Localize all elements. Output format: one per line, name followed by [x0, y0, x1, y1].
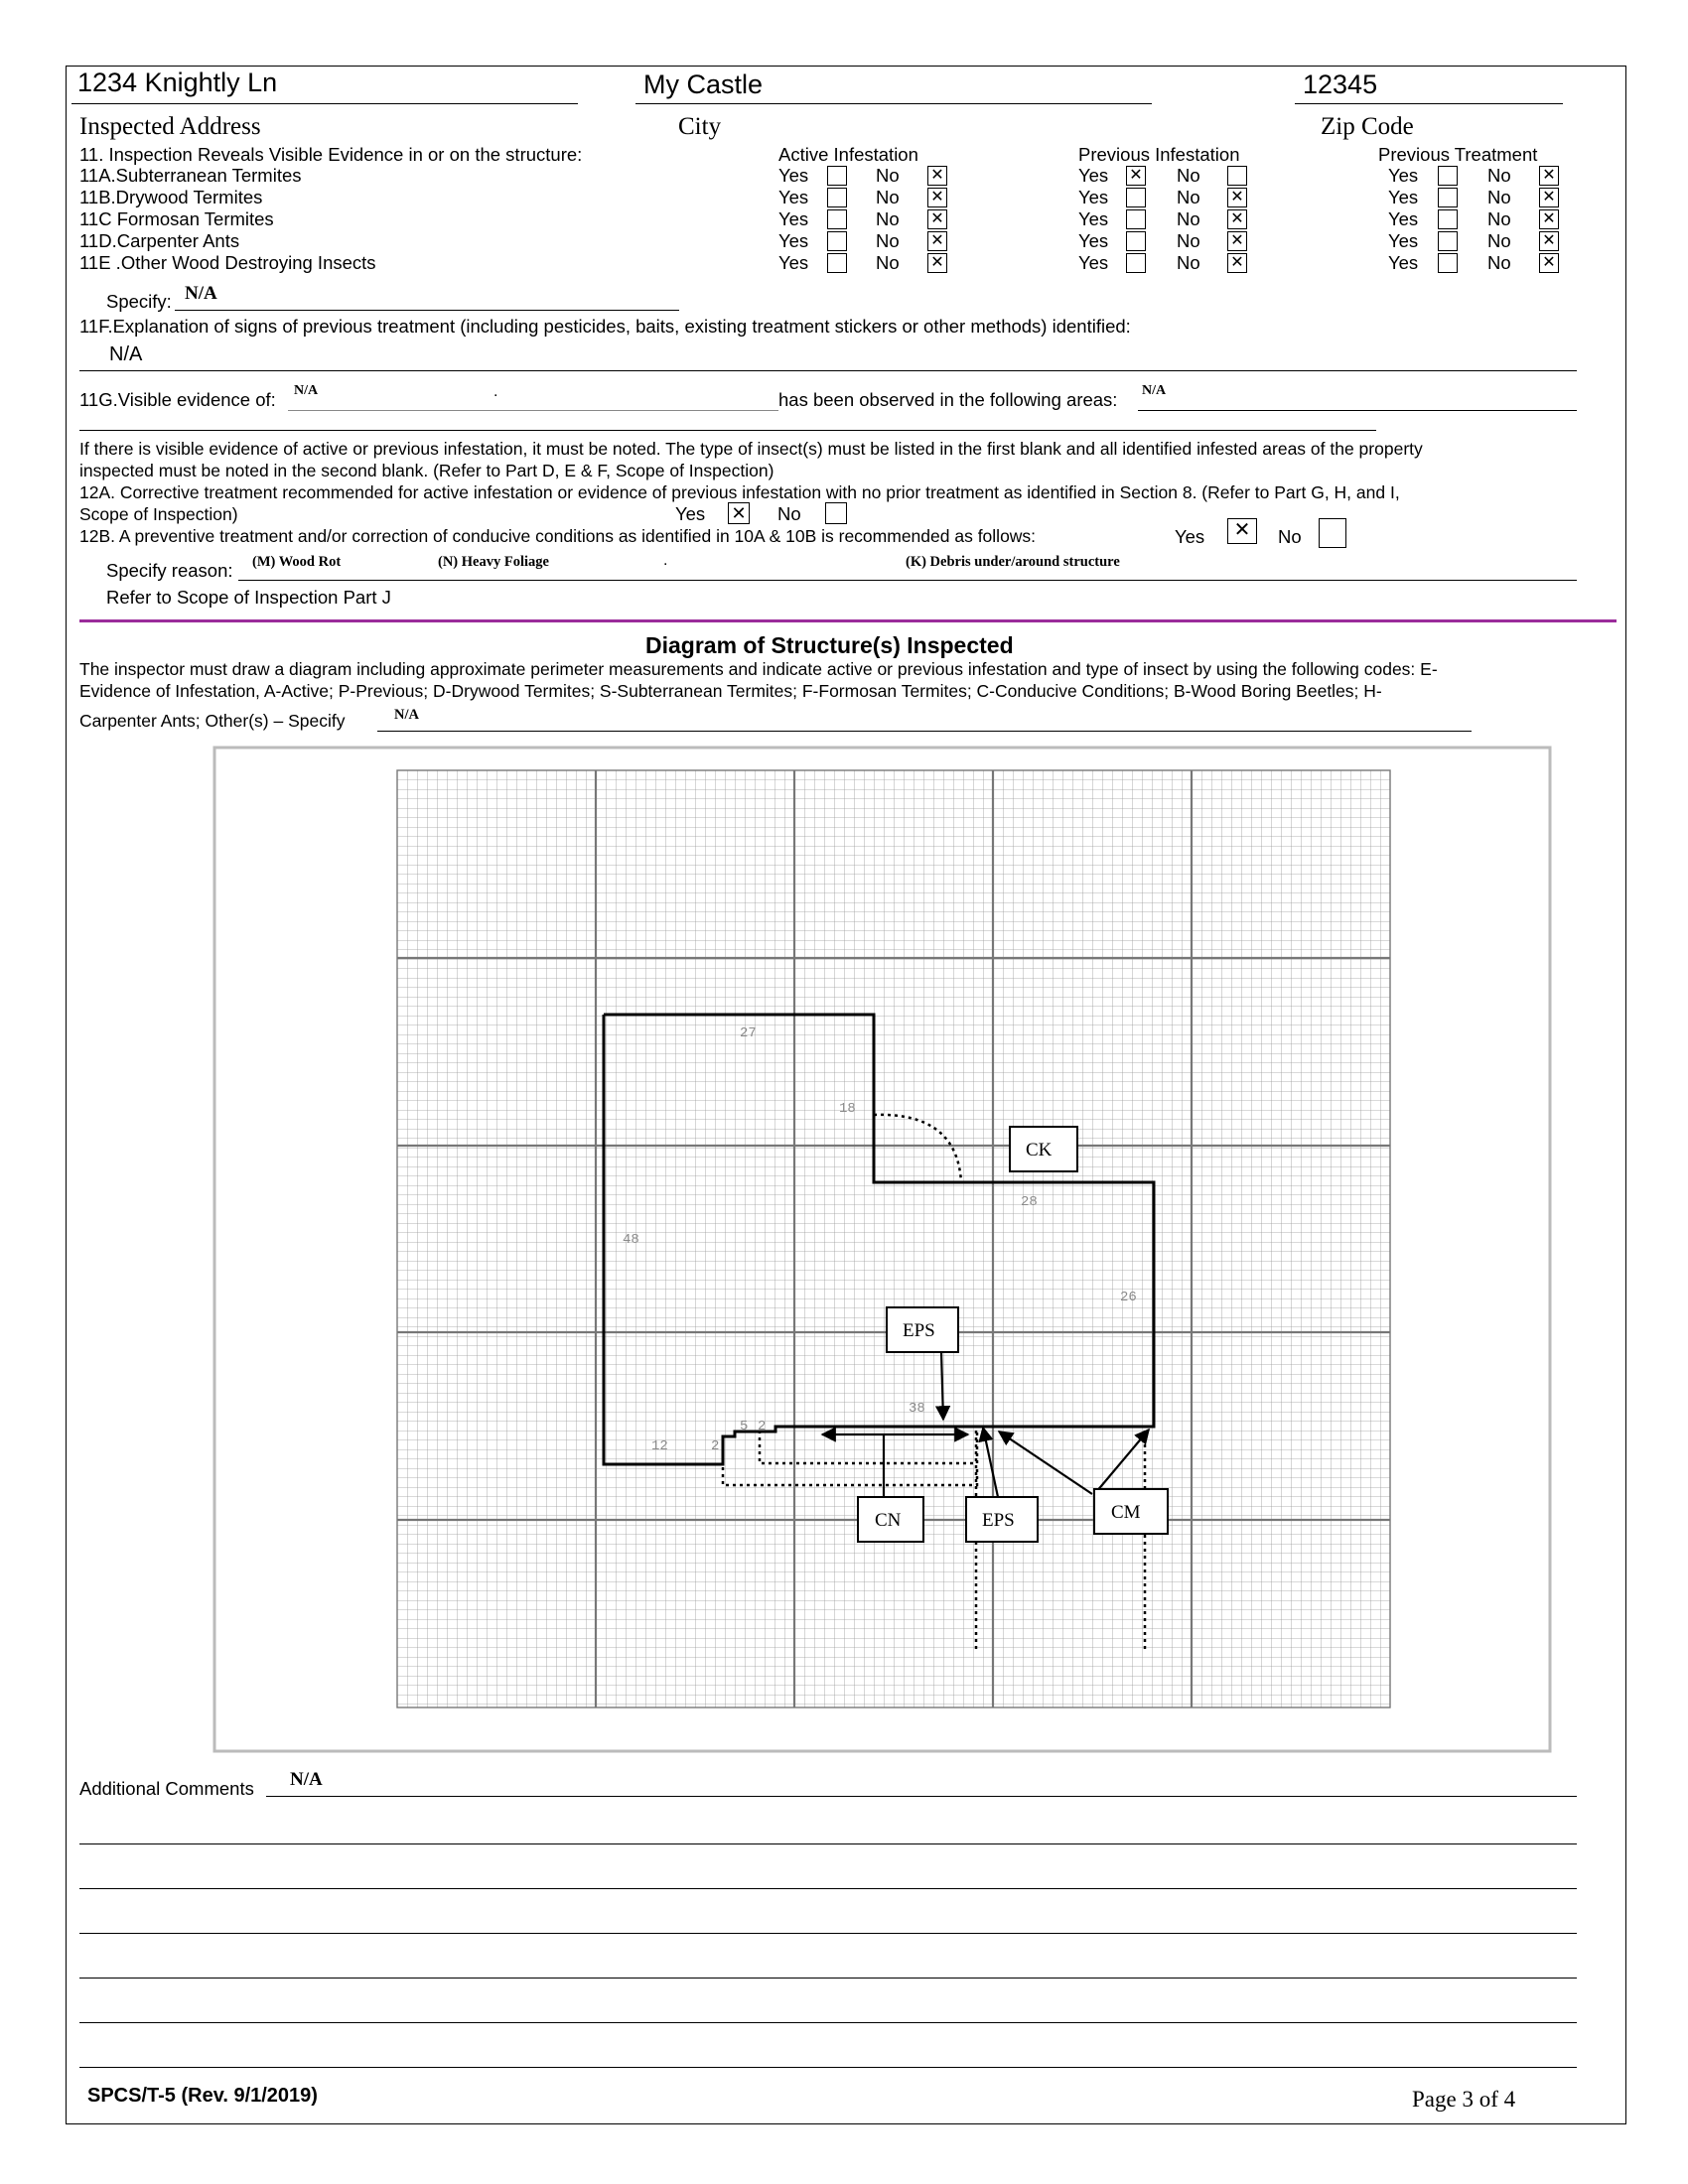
11f-value: N/A — [109, 343, 143, 365]
11g-label: 11G.Visible evidence of: — [79, 389, 276, 410]
section-11-row-label: 11E .Other Wood Destroying Insects — [79, 252, 376, 273]
previous-no-label: No — [1177, 187, 1200, 207]
treatment-no-label: No — [1487, 230, 1511, 251]
reason-1: (M) Wood Rot — [252, 554, 342, 570]
col-previous-header: Previous Infestation — [1078, 144, 1240, 165]
measure-5: 5 — [740, 1419, 749, 1434]
label-cm: CM — [1111, 1502, 1141, 1523]
specify-label: Specify: — [106, 291, 172, 312]
section-11-row-label: 11D.Carpenter Ants — [79, 230, 240, 251]
section-12-note-line2: inspected must be noted in the second blank. (Refer to Part D, E & F, Scope of Inspection) — [79, 461, 774, 480]
treatment-yes-label: Yes — [1388, 165, 1419, 186]
comments-line-5 — [79, 1978, 1577, 1979]
form-id: SPCS/T-5 (Rev. 9/1/2019) — [87, 2085, 318, 2107]
treatment-no-checkbox[interactable]: ✕ — [1539, 188, 1559, 207]
previous-no-label: No — [1177, 208, 1200, 229]
measure-27: 27 — [740, 1025, 757, 1041]
11f-label: 11F.Explanation of signs of previous treatment (including pesticides, baits, existing treatment stickers or other methods) identified: — [79, 316, 1131, 337]
active-yes-label: Yes — [778, 252, 809, 273]
11g-areas-label: has been observed in the following areas: — [778, 389, 1118, 410]
active-no-checkbox[interactable]: ✕ — [927, 209, 947, 229]
active-no-checkbox[interactable]: ✕ — [927, 188, 947, 207]
12a-yes-label: Yes — [675, 503, 706, 524]
label-eps-top: EPS — [903, 1320, 935, 1341]
previous-yes-checkbox[interactable]: ✕ — [1126, 166, 1146, 186]
refer-scope: Refer to Scope of Inspection Part J — [106, 587, 391, 608]
12b-yes-label: Yes — [1175, 526, 1205, 547]
label-ck: CK — [1026, 1140, 1053, 1160]
address-value: 1234 Knightly Ln — [77, 68, 278, 97]
reason-2: (N) Heavy Foliage — [438, 554, 549, 570]
comments-value: N/A — [290, 1769, 323, 1790]
address-label: Inspected Address — [79, 113, 261, 140]
comments-line-4 — [79, 1933, 1577, 1934]
comments-line-7 — [79, 2067, 1577, 2068]
treatment-no-checkbox[interactable]: ✕ — [1539, 231, 1559, 251]
section-11-row-label: 11A.Subterranean Termites — [79, 165, 302, 186]
active-no-label: No — [876, 187, 900, 207]
comments-line-2 — [79, 1843, 1577, 1844]
section-11-row-label: 11C Formosan Termites — [79, 208, 274, 229]
12a-no-label: No — [777, 503, 801, 524]
treatment-yes-label: Yes — [1388, 230, 1419, 251]
comments-label: Additional Comments — [79, 1778, 254, 1799]
label-eps-bottom: EPS — [982, 1510, 1015, 1531]
diagram-title: Diagram of Structure(s) Inspected — [645, 632, 1014, 658]
12b-yes-checkbox[interactable]: ✕ — [1227, 518, 1257, 544]
measure-18: 18 — [839, 1101, 856, 1117]
measure-38: 38 — [909, 1401, 925, 1417]
measure-2b: 2 — [758, 1419, 767, 1434]
previous-yes-label: Yes — [1078, 187, 1109, 207]
treatment-no-checkbox[interactable]: ✕ — [1539, 253, 1559, 273]
diagram-instructions-line3: Carpenter Ants; Other(s) – Specify — [79, 711, 346, 731]
11g-areas-value: N/A — [1142, 383, 1167, 398]
diagram-instructions-line1: The inspector must draw a diagram including approximate perimeter measurements and indicate active or previous infestation and type of insect by using the following codes: E- — [79, 659, 1438, 679]
active-yes-label: Yes — [778, 187, 809, 207]
active-no-checkbox[interactable]: ✕ — [927, 166, 947, 186]
previous-no-checkbox[interactable]: ✕ — [1227, 188, 1247, 207]
reason-3: (K) Debris under/around structure — [906, 554, 1120, 570]
zip-value: 12345 — [1303, 69, 1378, 99]
treatment-no-label: No — [1487, 187, 1511, 207]
treatment-yes-label: Yes — [1388, 252, 1419, 273]
comments-line-1 — [266, 1796, 1577, 1797]
active-no-checkbox[interactable]: ✕ — [927, 231, 947, 251]
comments-line-6 — [79, 2022, 1577, 2023]
measure-48: 48 — [623, 1232, 639, 1248]
measure-28: 28 — [1021, 1194, 1038, 1210]
11g-dot: . — [493, 383, 498, 400]
treatment-no-label: No — [1487, 165, 1511, 186]
section-11-title: 11. Inspection Reveals Visible Evidence in or on the structure: — [79, 144, 583, 165]
treatment-no-label: No — [1487, 252, 1511, 273]
specify-value: N/A — [185, 283, 217, 304]
zip-label: Zip Code — [1321, 113, 1414, 140]
col-treatment-header: Previous Treatment — [1378, 144, 1538, 165]
treatment-yes-label: Yes — [1388, 187, 1419, 207]
12a-line1: 12A. Corrective treatment recommended for active infestation or evidence of previous infestation with no prior treatment as identified in Section 8. (Refer to Part G, H, and I, — [79, 482, 1400, 502]
city-label: City — [678, 113, 722, 140]
reason-label: Specify reason: — [106, 560, 233, 581]
reason-dot: . — [663, 552, 668, 569]
col-active-header: Active Infestation — [778, 144, 918, 165]
comments-line-3 — [79, 1888, 1577, 1889]
treatment-no-checkbox[interactable]: ✕ — [1539, 209, 1559, 229]
city-value: My Castle — [643, 69, 764, 99]
other-specify-value: N/A — [394, 707, 419, 723]
active-no-label: No — [876, 208, 900, 229]
previous-yes-label: Yes — [1078, 252, 1109, 273]
11g-value: N/A — [294, 383, 319, 398]
measure-2a: 2 — [711, 1438, 720, 1454]
active-yes-label: Yes — [778, 230, 809, 251]
previous-yes-label: Yes — [1078, 230, 1109, 251]
label-cn: CN — [875, 1510, 902, 1531]
12a-line2: Scope of Inspection) — [79, 504, 238, 524]
active-yes-label: Yes — [778, 165, 809, 186]
previous-no-checkbox[interactable]: ✕ — [1227, 231, 1247, 251]
active-no-checkbox[interactable]: ✕ — [927, 253, 947, 273]
previous-no-label: No — [1177, 252, 1200, 273]
page-number: Page 3 of 4 — [1412, 2087, 1516, 2112]
previous-no-checkbox[interactable]: ✕ — [1227, 209, 1247, 229]
previous-no-label: No — [1177, 230, 1200, 251]
active-no-label: No — [876, 165, 900, 186]
12b-no-label: No — [1278, 526, 1302, 547]
active-yes-label: Yes — [778, 208, 809, 229]
treatment-yes-label: Yes — [1388, 208, 1419, 229]
section-11-row-label: 11B.Drywood Termites — [79, 187, 263, 207]
active-no-label: No — [876, 252, 900, 273]
treatment-no-checkbox[interactable]: ✕ — [1539, 166, 1559, 186]
section-12-note-line1: If there is visible evidence of active or previous infestation, it must be noted. The type of insect(s) must be listed in the first blank and all identified infested areas of the property — [79, 439, 1423, 459]
previous-yes-label: Yes — [1078, 208, 1109, 229]
treatment-no-label: No — [1487, 208, 1511, 229]
measure-12: 12 — [651, 1438, 668, 1454]
previous-yes-label: Yes — [1078, 165, 1109, 186]
12b-line: 12B. A preventive treatment and/or correction of conducive conditions as identified in 10A & 10B is recommended as follows: — [79, 526, 1037, 546]
active-no-label: No — [876, 230, 900, 251]
previous-no-label: No — [1177, 165, 1200, 186]
measure-26: 26 — [1120, 1290, 1137, 1305]
previous-no-checkbox[interactable]: ✕ — [1227, 253, 1247, 273]
12a-yes-checkbox[interactable]: ✕ — [728, 502, 750, 524]
diagram-instructions-line2: Evidence of Infestation, A-Active; P-Previous; D-Drywood Termites; S-Subterranean Termites; F-Formosan Termites; C-Conducive Conditions; B-Wood Boring Beetles; H- — [79, 681, 1382, 701]
grid-area — [397, 770, 1390, 1707]
